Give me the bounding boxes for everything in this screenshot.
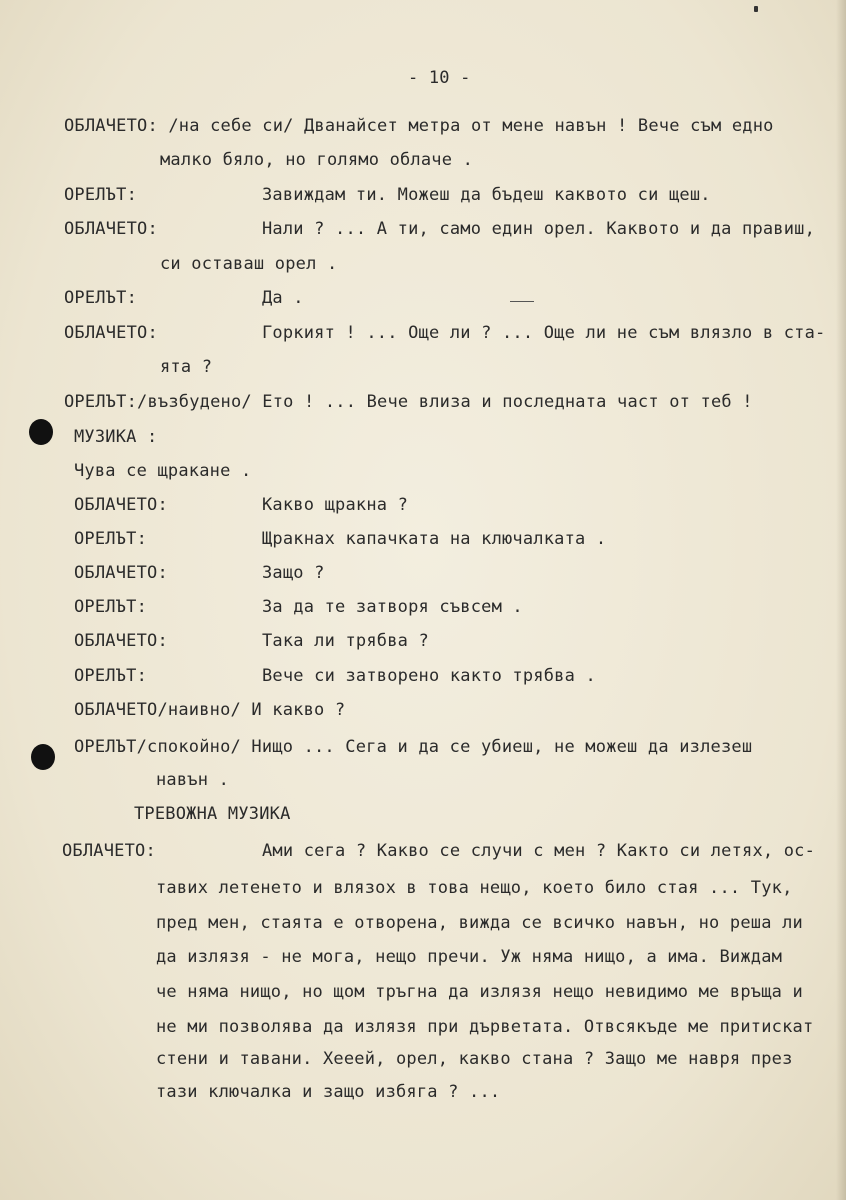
- dialogue-continuation: ята ?: [160, 357, 213, 377]
- paper-edge-shadow: [836, 0, 846, 1200]
- monologue-line: Ами сега ? Какво се случи с мен ? Както си летях, ос-: [262, 841, 816, 861]
- speaker-orelat: ОРЕЛЪТ:: [74, 597, 148, 617]
- dialogue-text: Какво щракна ?: [262, 495, 409, 515]
- speaker-orelat: ОРЕЛЪТ:: [74, 666, 148, 686]
- speaker-orelat: ОРЕЛЪТ:: [64, 288, 138, 308]
- stage-direction-music: МУЗИКА :: [74, 427, 158, 447]
- monologue-line: тази ключалка и защо избяга ? ...: [156, 1082, 501, 1102]
- dialogue-text: Щракнах капачката на ключалката .: [262, 529, 607, 549]
- dialogue-text: Нали ? ... А ти, само един орел. Каквото и да правиш,: [262, 219, 816, 239]
- punch-hole-bottom: [31, 744, 55, 770]
- dialogue-text: Защо ?: [262, 563, 325, 583]
- speaker-oblacheto: ОБЛАЧЕТО:: [64, 219, 158, 239]
- dialogue-text: За да те затворя съвсем .: [262, 597, 523, 617]
- monologue-line: пред мен, стаята е отворена, вижда се всичко навън, но реша ли: [156, 913, 803, 933]
- dialogue-text: Вече си затворено както трябва .: [262, 666, 596, 686]
- stage-direction-click: Чува се щракане .: [74, 461, 252, 481]
- punch-hole-top: [29, 419, 53, 445]
- monologue-line: не ми позволява да излязя при дърветата. Отвсякъде ме притискат: [156, 1017, 814, 1037]
- monologue-line: че няма нищо, но щом тръгна да излязя нещо невидимо ме връща и: [156, 982, 803, 1002]
- speaker-orelat: ОРЕЛЪТ:: [64, 185, 138, 205]
- page-number: - 10 -: [408, 68, 471, 88]
- speaker-oblacheto: ОБЛАЧЕТО:: [74, 495, 168, 515]
- monologue-line: да излязя - не мога, нещо пречи. Уж няма нищо, а има. Виждам: [156, 947, 783, 967]
- monologue-line: стени и тавани. Хееей, орел, какво стана ? Защо ме навря през: [156, 1049, 793, 1069]
- ink-speck: [754, 6, 758, 12]
- speaker-oblacheto: ОБЛАЧЕТО:: [62, 841, 156, 861]
- script-line-2: малко бяло, но голямо облаче .: [160, 150, 474, 170]
- speaker-oblacheto: ОБЛАЧЕТО:: [74, 631, 168, 651]
- script-line-orelat-calm: ОРЕЛЪТ/спокойно/ Нищо ... Сега и да се убиеш, не можеш да излезеш: [74, 737, 753, 757]
- stray-dash-mark: [510, 301, 534, 302]
- speaker-oblacheto: ОБЛАЧЕТО:: [64, 323, 158, 343]
- dialogue-text: Така ли трябва ?: [262, 631, 429, 651]
- script-line-1: ОБЛАЧЕТО: /на себе си/ Дванайсет метра от мене навън ! Вече съм едно: [64, 116, 774, 136]
- script-line-oblacheto-naive: ОБЛАЧЕТО/наивно/ И какво ?: [74, 700, 346, 720]
- dialogue-text: Завиждам ти. Можеш да бъдеш каквото си щеш.: [262, 185, 711, 205]
- speaker-orelat: ОРЕЛЪТ:: [74, 529, 148, 549]
- monologue-line: тавих летенето и влязох в това нещо, което било стая ... Тук,: [156, 878, 793, 898]
- script-line-orelat-excited: ОРЕЛЪТ:/възбудено/ Ето ! ... Вече влиза и последната част от теб !: [64, 392, 753, 412]
- stage-direction-alarming-music: ТРЕВОЖНА МУЗИКА: [134, 804, 291, 824]
- dialogue-text: Горкият ! ... Още ли ? ... Още ли не съм влязло в ста-: [262, 323, 826, 343]
- dialogue-continuation: навън .: [156, 770, 230, 790]
- dialogue-text: Да .: [262, 288, 304, 308]
- dialogue-continuation: си оставаш орел .: [160, 254, 338, 274]
- speaker-oblacheto: ОБЛАЧЕТО:: [74, 563, 168, 583]
